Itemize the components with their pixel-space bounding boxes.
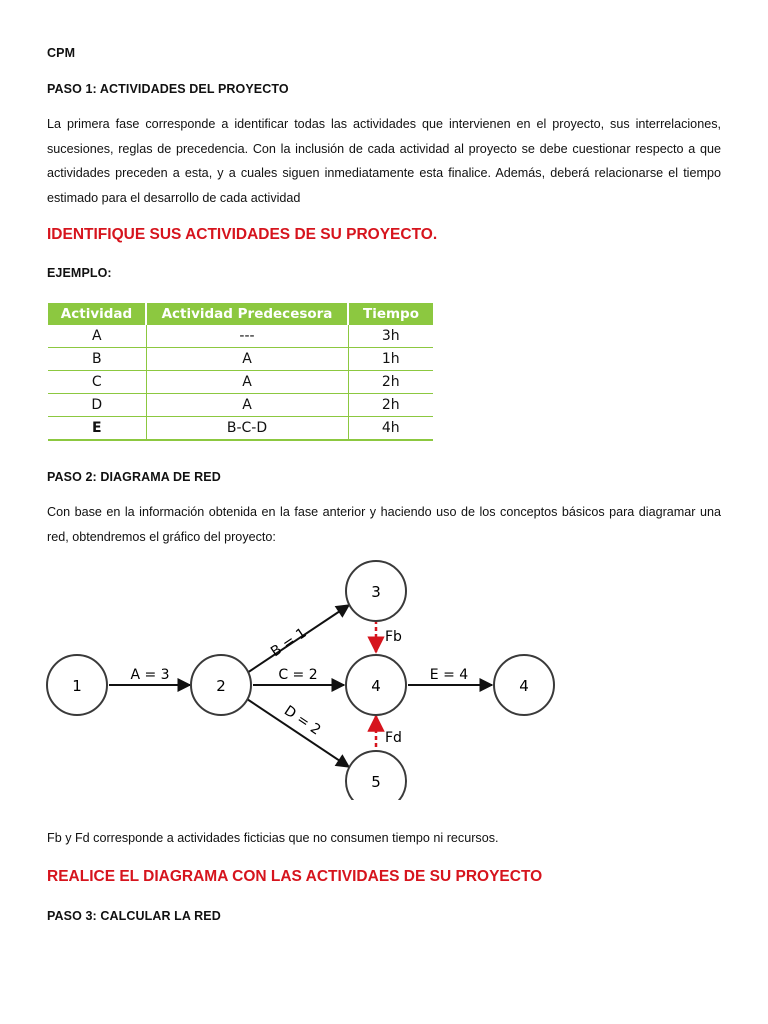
edge-e-label: E = 4 — [429, 667, 469, 683]
edge-b-label: B = 1 — [268, 625, 310, 661]
dummy-fb-label: Fb — [385, 629, 402, 645]
header-predecessor: Actividad Predecesora — [146, 303, 348, 325]
node-4-label: 4 — [371, 677, 381, 695]
node-4 — [346, 655, 406, 715]
cell-predecessor: A — [146, 348, 348, 371]
cell-time: 2h — [348, 371, 433, 394]
node-end — [494, 655, 554, 715]
node-3-label: 3 — [371, 583, 381, 601]
edge-d-label: D = 2 — [281, 702, 324, 739]
diagram-instruction-heading: REALICE EL DIAGRAMA CON LAS ACTIVIDAES DE SU PROYECTO — [47, 868, 543, 885]
cell-predecessor: B-C-D — [146, 417, 348, 441]
cell-time: 1h — [348, 348, 433, 371]
node-3 — [346, 561, 406, 621]
step2-heading: PASO 2: DIAGRAMA DE RED — [47, 470, 221, 484]
cell-time: 4h — [348, 417, 433, 441]
cell-time: 2h — [348, 394, 433, 417]
identify-activities-heading: IDENTIFIQUE SUS ACTIVIDADES DE SU PROYECTO. — [47, 226, 438, 243]
node-2-label: 2 — [216, 677, 226, 695]
cell-activity: E — [48, 417, 146, 441]
example-label: EJEMPLO: — [47, 266, 112, 280]
dummy-fd-label: Fd — [385, 730, 402, 746]
cell-activity: C — [48, 371, 146, 394]
activities-table — [48, 303, 433, 441]
cell-activity: B — [48, 348, 146, 371]
table-row — [48, 325, 433, 348]
node-5 — [346, 751, 406, 800]
table-row — [48, 394, 433, 417]
node-1 — [47, 655, 107, 715]
cell-predecessor: A — [146, 371, 348, 394]
cell-predecessor: --- — [146, 325, 348, 348]
edge-a-label: A = 3 — [130, 667, 170, 683]
doc-title: CPM — [47, 46, 76, 60]
header-activity: Actividad — [48, 303, 146, 325]
table-header-row — [48, 303, 433, 325]
node-end-label: 4 — [519, 677, 529, 695]
node-2 — [191, 655, 251, 715]
cell-activity: D — [48, 394, 146, 417]
table-row — [48, 371, 433, 394]
node-5-label: 5 — [371, 773, 381, 791]
cell-time: 3h — [348, 325, 433, 348]
step2-paragraph: Con base en la información obtenida en la fase anterior y haciendo uso de los conceptos básicos para diagramar una red, obtendremos el gráfico del proyecto: — [47, 505, 721, 544]
table-row — [48, 417, 433, 441]
dummy-activities-note: Fb y Fd corresponde a actividades ficticias que no consumen tiempo ni recursos. — [47, 831, 499, 845]
step1-paragraph: La primera fase corresponde a identificar todas las actividades que intervienen en el proyecto, sus interrelaciones, sucesiones, reglas de precedencia. Con la inclusión de cada actividad al proyecto se debe cuestionar respecto a que actividades preceden a esta, y a cuales siguen inmediatamente esta finalice. Además, deberá relacionarse el tiempo estimado para el desarrollo de cada actividad — [47, 117, 721, 205]
header-time: Tiempo — [348, 303, 433, 325]
cell-predecessor: A — [146, 394, 348, 417]
cell-activity: A — [48, 325, 146, 348]
network-diagram — [0, 540, 768, 800]
step3-heading: PASO 3: CALCULAR LA RED — [47, 909, 221, 923]
edge-c-label: C = 2 — [278, 667, 318, 683]
table-row — [48, 348, 433, 371]
node-1-label: 1 — [72, 677, 82, 695]
step1-heading: PASO 1: ACTIVIDADES DEL PROYECTO — [47, 82, 289, 96]
